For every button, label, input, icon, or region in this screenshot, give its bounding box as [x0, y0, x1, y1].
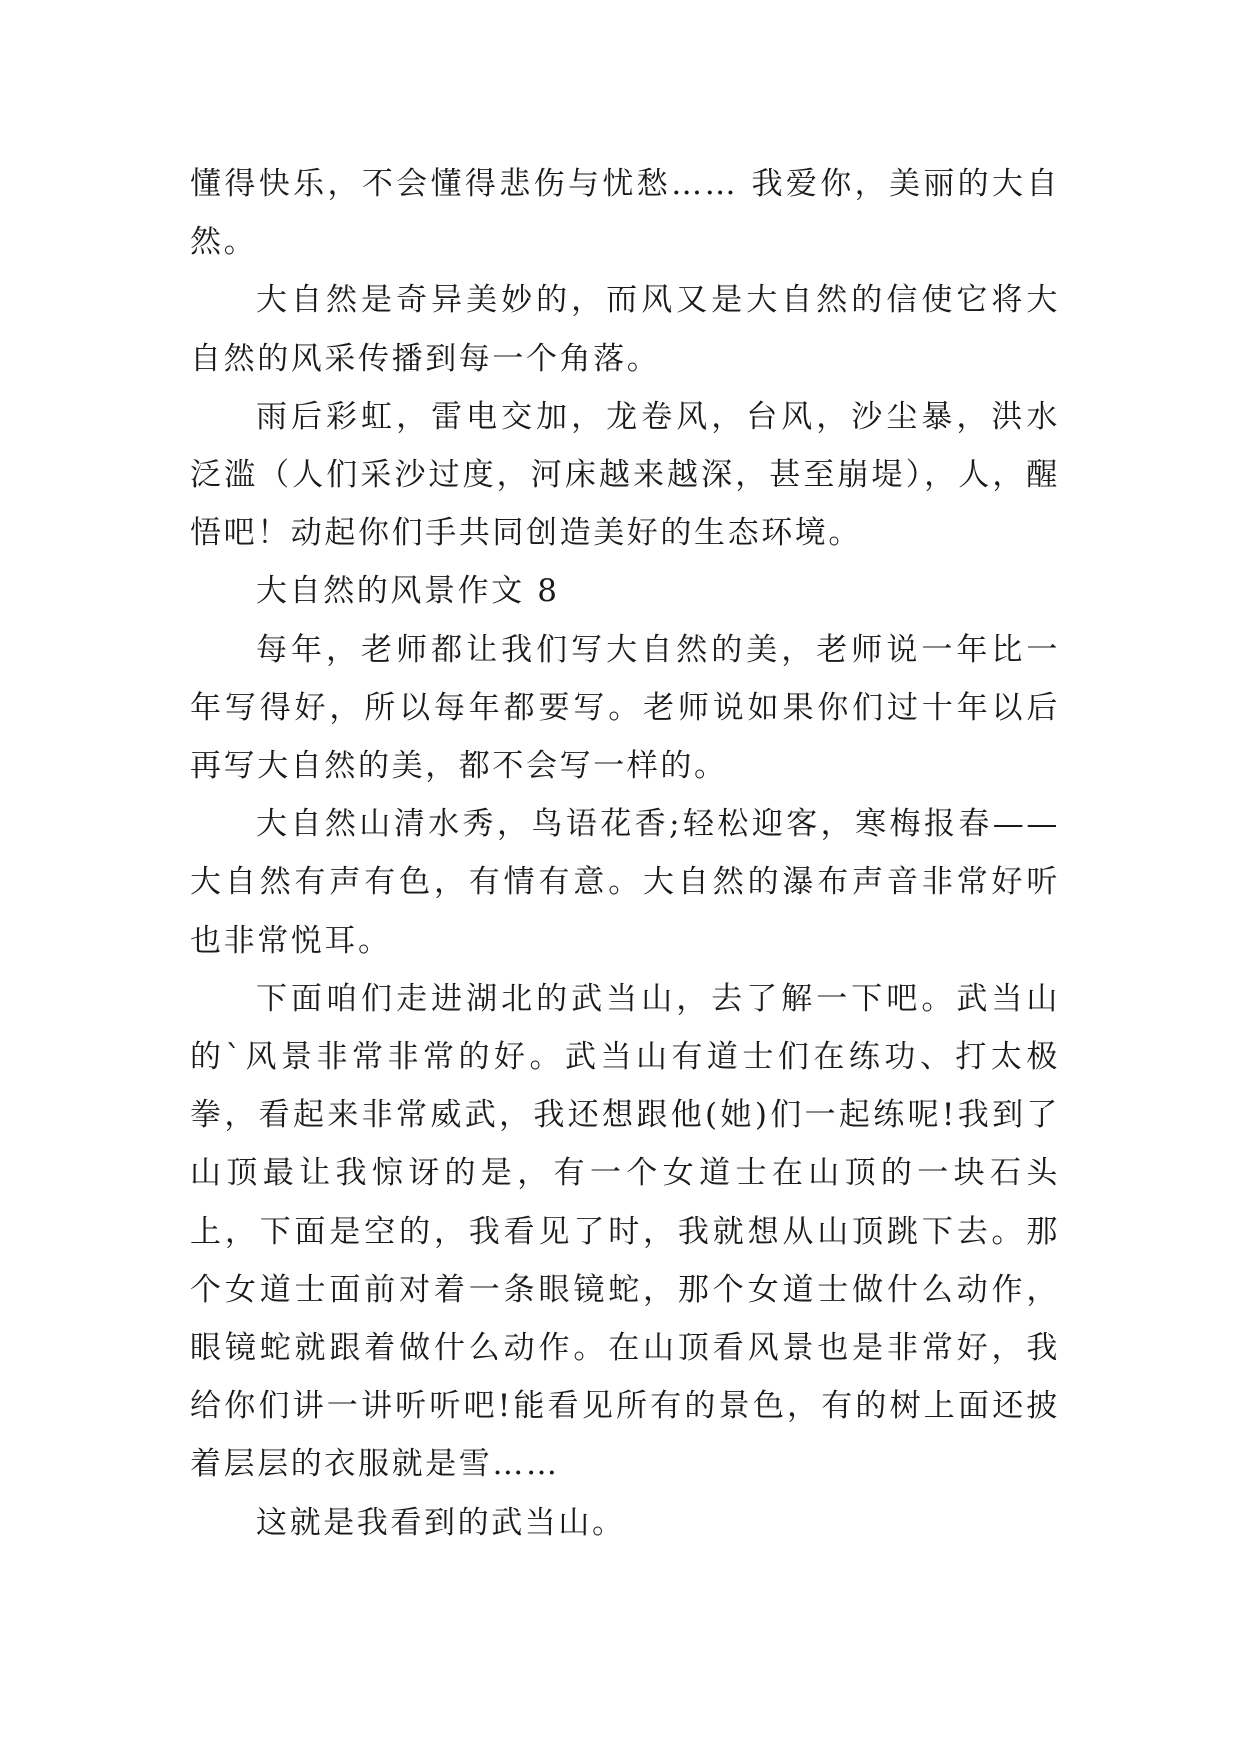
document-body — [190, 155, 1060, 1552]
paragraph-4: 每年，老师都让我们写大自然的美，老师说一年比一年写得好，所以每年都要写。老师说如果你们过十年以后再写大自然的美，都不会写一样的。 — [190, 631, 1060, 785]
paragraph-3: 雨后彩虹，雷电交加，龙卷风，台风，沙尘暴，洪水泛滥（人们采沙过度，河床越来越深，甚至崩堤），人，醒悟吧！动起你们手共同创造美好的生态环境。 — [190, 398, 1060, 552]
paragraph-7: 这就是我看到的武当山。 — [256, 1504, 626, 1541]
paragraph-6: 下面咱们走进湖北的武当山，去了解一下吧。武当山的`风景非常非常的好。武当山有道士们在练功、打太极拳，看起来非常威武，我还想跟他(她)们一起练呢!我到了山顶最让我惊讶的是，有一个女道士在山顶的一块石头上，下面是空的，我看见了时，我就想从山顶跳下去。那个女道士面前对着一条眼镜蛇，那个女道士做什么动作，眼镜蛇就跟着做什么动作。在山顶看风景也是非常好，我给你们讲一讲听听吧!能看见所有的景色，有的树上面还披着层层的衣服就是雪…… — [190, 980, 1060, 1483]
paragraph-1: 懂得快乐，不会懂得悲伤与忧愁…… 我爱你，美丽的大自然。 — [190, 166, 1060, 261]
paragraph-2: 大自然是奇异美妙的，而风又是大自然的信使它将大自然的风采传播到每一个角落。 — [190, 282, 1060, 377]
section-heading: 大自然的风景作文 8 — [256, 573, 560, 610]
paragraph-5: 大自然山清水秀，鸟语花香;轻松迎客，寒梅报春——大自然有声有色，有情有意。大自然的瀑布声音非常好听也非常悦耳。 — [190, 806, 1060, 959]
